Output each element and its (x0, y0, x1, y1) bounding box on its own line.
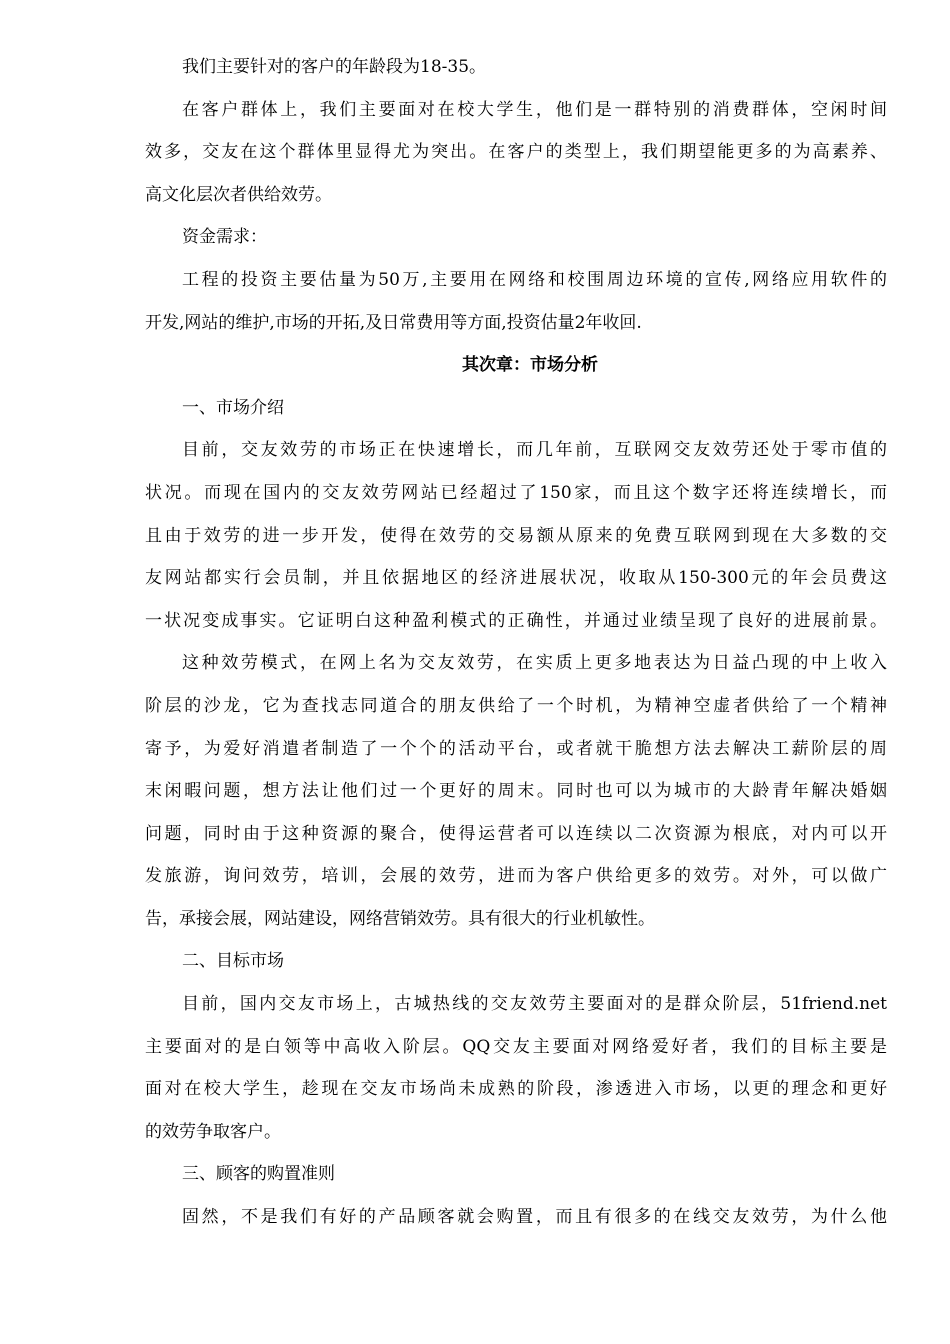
paragraph-line: 目前，国内交友市场上，古城热线的交友效劳主要面对的是群众阶层，51friend.net (182, 994, 887, 1015)
paragraph-line: 友网站都实行会员制，并且依据地区的经济进展状况，收取从150-300元的年会员费这 (145, 568, 887, 589)
paragraph-line: 这种效劳模式，在网上名为交友效劳，在实质上更多地表达为日益凸现的中上收入 (182, 653, 887, 674)
paragraph-line: 问题，同时由于这种资源的聚合，使得运营者可以连续以二次资源为根底，对内可以开 (145, 823, 887, 844)
section-heading: 二、目标市场 (182, 951, 284, 972)
paragraph-line: 寄予，为爱好消遣者制造了一个个的活动平台，或者就干脆想方法去解决工薪阶层的周 (145, 738, 887, 759)
paragraph-line: 主要面对的是白领等中高收入阶层。QQ交友主要面对网络爱好者，我们的目标主要是 (145, 1036, 887, 1057)
paragraph-line: 一状况变成事实。它证明白这种盈利模式的正确性，并通过业绩呈现了良好的进展前景。 (145, 610, 887, 631)
paragraph-line: 阶层的沙龙，它为查找志同道合的朋友供给了一个时机，为精神空虚者供给了一个精神 (145, 695, 887, 716)
paragraph-line: 固然，不是我们有好的产品顾客就会购置，而且有很多的在线交友效劳，为什么他 (182, 1207, 887, 1228)
chapter-heading: 其次章：市场分析 (462, 355, 598, 376)
paragraph-line: 且由于效劳的进一步开发，使得在效劳的交易额从原来的免费互联网到现在大多数的交 (145, 525, 887, 546)
paragraph-line: 状况。而现在国内的交友效劳网站已经超过了150家，而且这个数字还将连续增长，而 (145, 482, 887, 503)
paragraph-line: 我们主要针对的客户的年龄段为18-35。 (182, 57, 487, 77)
section-heading: 三、顾客的购置准则 (182, 1164, 335, 1185)
paragraph-line: 效多，交友在这个群体里显得尤为突出。在客户的类型上，我们期望能更多的为高素养、 (145, 142, 887, 163)
paragraph-line: 的效劳争取客户。 (145, 1121, 281, 1142)
paragraph-line: 告，承接会展，网站建设，网络营销效劳。具有很大的行业机敏性。 (145, 908, 655, 929)
section-heading: 一、市场介绍 (182, 397, 284, 418)
paragraph-line: 末闲暇问题，想方法让他们过一个更好的周末。同时也可以为城市的大龄青年解决婚姻 (145, 781, 887, 802)
paragraph-line: 开发,网站的维护,市场的开拓,及日常费用等方面,投资估量2年收回. (145, 312, 642, 333)
paragraph-line: 高文化层次者供给效劳。 (145, 184, 332, 205)
section-label: 资金需求： (182, 227, 267, 248)
document-page (145, 46, 887, 1239)
paragraph-line: 面对在校大学生，趁现在交友市场尚未成熟的阶段，渗透进入市场，以更的理念和更好 (145, 1079, 887, 1100)
paragraph-line: 目前，交友效劳的市场正在快速增长，而几年前，互联网交友效劳还处于零市值的 (182, 440, 887, 461)
paragraph-line: 发旅游，询问效劳，培训，会展的效劳，进而为客户供给更多的效劳。对外，可以做广 (145, 866, 887, 887)
paragraph-line: 在客户群体上，我们主要面对在校大学生，他们是一群特别的消费群体，空闲时间 (182, 99, 887, 120)
paragraph-line: 工程的投资主要估量为50万,主要用在网络和校围周边环境的宣传,网络应用软件的 (182, 269, 887, 290)
